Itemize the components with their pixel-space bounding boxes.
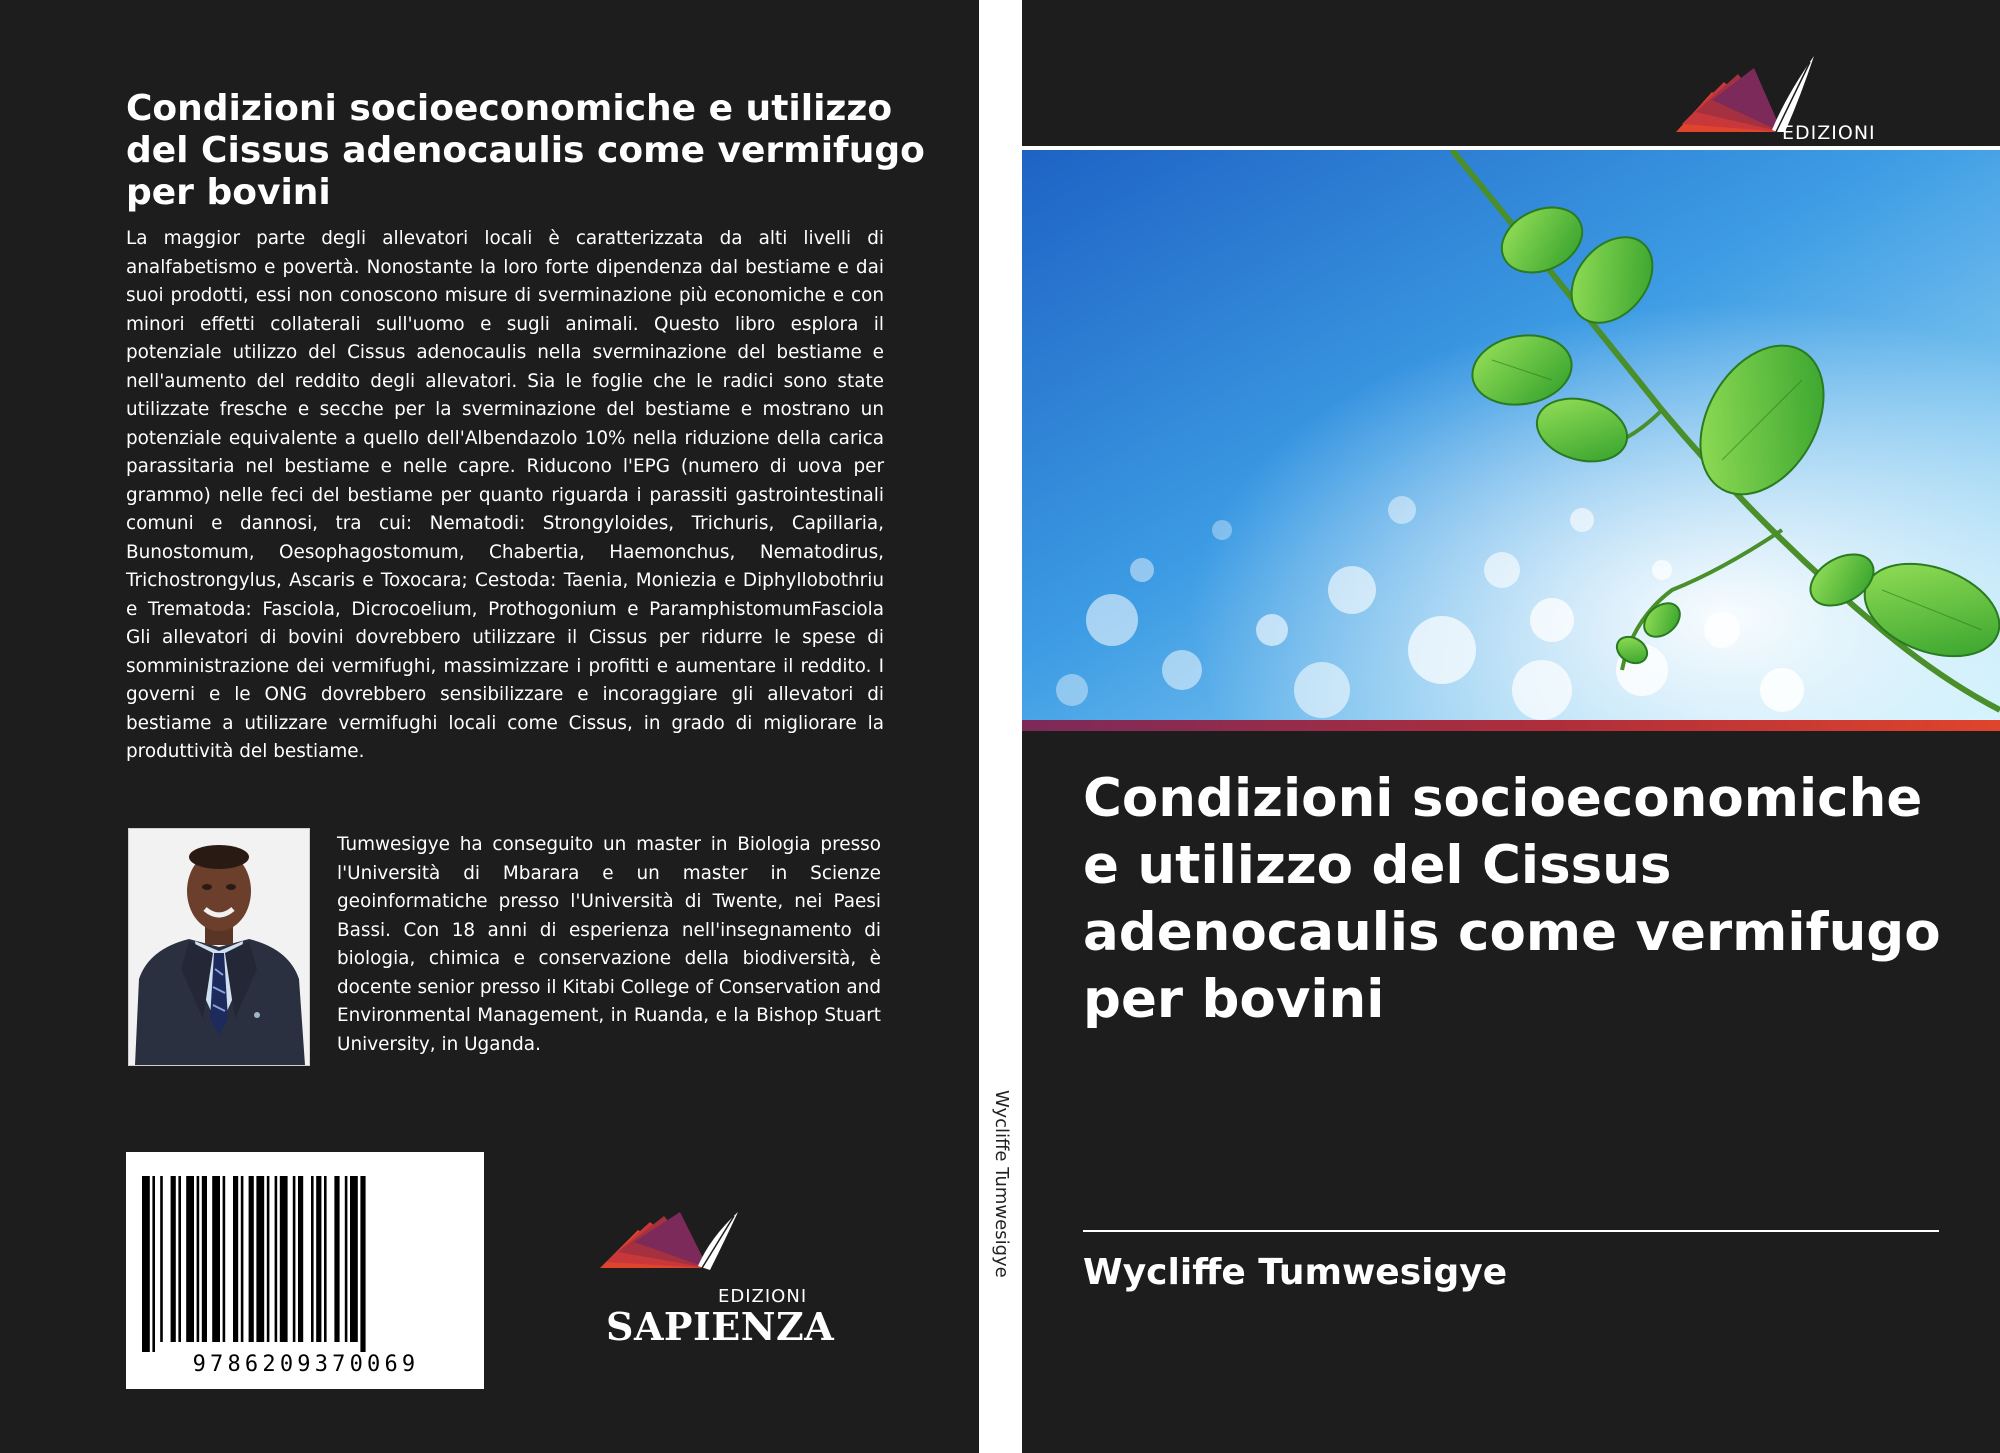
back-cover-title: Condizioni socioeconomiche e utilizzo del Cissus adenocaulis come vermifugo per bovini xyxy=(126,88,925,213)
publisher-logo-back xyxy=(598,1208,835,1349)
barcode-bar xyxy=(267,1176,270,1342)
barcode-bar xyxy=(152,1176,155,1352)
barcode-bar xyxy=(350,1176,358,1342)
publisher-word-small: EDIZIONI xyxy=(718,1286,808,1307)
barcode-bar xyxy=(186,1176,194,1342)
cover-illustration-leaves xyxy=(1022,150,2000,720)
fan-quill-icon xyxy=(598,1208,820,1278)
barcode-bar xyxy=(345,1176,348,1342)
isbn-digits: 9786209370069 xyxy=(192,1352,420,1377)
back-cover-blurb: La maggior parte degli allevatori locali è caratterizzata da alti livelli di analfabetismo e povertà. Nonostante la loro forte dipendenza dal bestiame e dai suoi prodotti, essi non conoscono misure di sverminazione più economiche e con minori effetti collaterali sull'uomo e sugli animali. Questo libro esplora il potenziale utilizzo del Cissus adenocaulis nella sverminazione del bestiame e nell'aumento del reddito degli allevatori. Sia le foglie che le radici sono state utilizzate fresche e secche per la sverminazione del bestiame e mostrano un potenziale equivalente a quello dell'Albendazolo 10% nella riduzione della carica parassitaria nel bestiame e nelle capre. Riducono l'EPG (numero di uova per grammo) nelle feci del bestiame per quanto riguarda i parassiti gastrointestinali comuni e dannosi, tra cui: Nematodi: Strongyloides, Trichuris, Capillaria, Bunostomum, Oesophagostomum, Chabertia, Haemonchus, Nematodirus, Trichostrongylus, Ascaris e Toxocara; Cestoda: Taenia, Moniezia e Diphyllobothriu e Trematoda: Fasciola, Dicrocoelium, Prothogonium e ParamphistomumFasciola Gli allevatori di bovini dovrebbero utilizzare il Cissus per ridurre le spese di somministrazione dei vermifughi, massimizzare i profitti e aumentare il reddito. I governi e le ONG dovrebbero sensibilizzare e incoraggiare gli allevatori di bestiame a utilizzare vermifughi locali come Cissus, in grado di migliorare la produttività del bestiame. xyxy=(126,228,884,762)
fan-quill-icon xyxy=(1662,52,1890,132)
barcode-bar xyxy=(280,1176,288,1342)
barcode-bar xyxy=(311,1176,314,1342)
barcode-bar xyxy=(212,1176,220,1342)
barcode-bar xyxy=(324,1176,327,1342)
barcode-bar xyxy=(256,1176,264,1342)
isbn-barcode xyxy=(126,1152,484,1389)
barcode-bar xyxy=(160,1176,163,1342)
barcode-bar xyxy=(316,1176,321,1342)
accent-strip xyxy=(1022,720,2000,731)
author-photo xyxy=(128,828,310,1066)
barcode-bar xyxy=(171,1176,176,1342)
barcode-bar xyxy=(178,1176,181,1342)
barcode-bar xyxy=(142,1176,150,1352)
barcode-bar xyxy=(293,1176,296,1342)
author-divider xyxy=(1083,1230,1939,1232)
barcode-bar xyxy=(334,1176,339,1342)
barcode-bar xyxy=(275,1176,278,1342)
spine-author: Wycliffe Tumwesigye xyxy=(991,1090,1012,1278)
barcode-bar xyxy=(360,1176,365,1352)
front-cover-author: Wycliffe Tumwesigye xyxy=(1083,1252,1508,1293)
author-bio: Tumwesigye ha conseguito un master in Biologia presso l'Università di Mbarara e un master in Scienze geoinformatiche presso l'Università di Twente, nei Paesi Bassi. Con 18 anni di esperienza nell'insegnamento di biologia, chimica e conservazione della biodiversità, è docente senior presso il Kitabi College of Conservation and Environmental Management, in Ruanda, e la Bishop Stuart University, in Uganda. xyxy=(337,834,881,1055)
barcode-bar xyxy=(202,1176,207,1342)
front-cover-title: Condizioni socioeconomiche e utilizzo del Cissus adenocaulis come vermifugo per bovini xyxy=(1083,768,1941,1030)
publisher-word-small: EDIZIONI xyxy=(1782,122,1876,144)
publisher-word-big: SAPIENZA xyxy=(606,1304,835,1349)
barcode-bars xyxy=(138,1176,472,1352)
barcode-bar xyxy=(233,1176,238,1342)
barcode-bar xyxy=(223,1176,226,1342)
back-cover xyxy=(0,0,979,1453)
author-portrait-image xyxy=(129,829,309,1065)
barcode-bar xyxy=(197,1176,200,1342)
barcode-bar xyxy=(298,1176,303,1342)
barcode-bar xyxy=(241,1176,244,1342)
barcode-bar xyxy=(249,1176,254,1342)
